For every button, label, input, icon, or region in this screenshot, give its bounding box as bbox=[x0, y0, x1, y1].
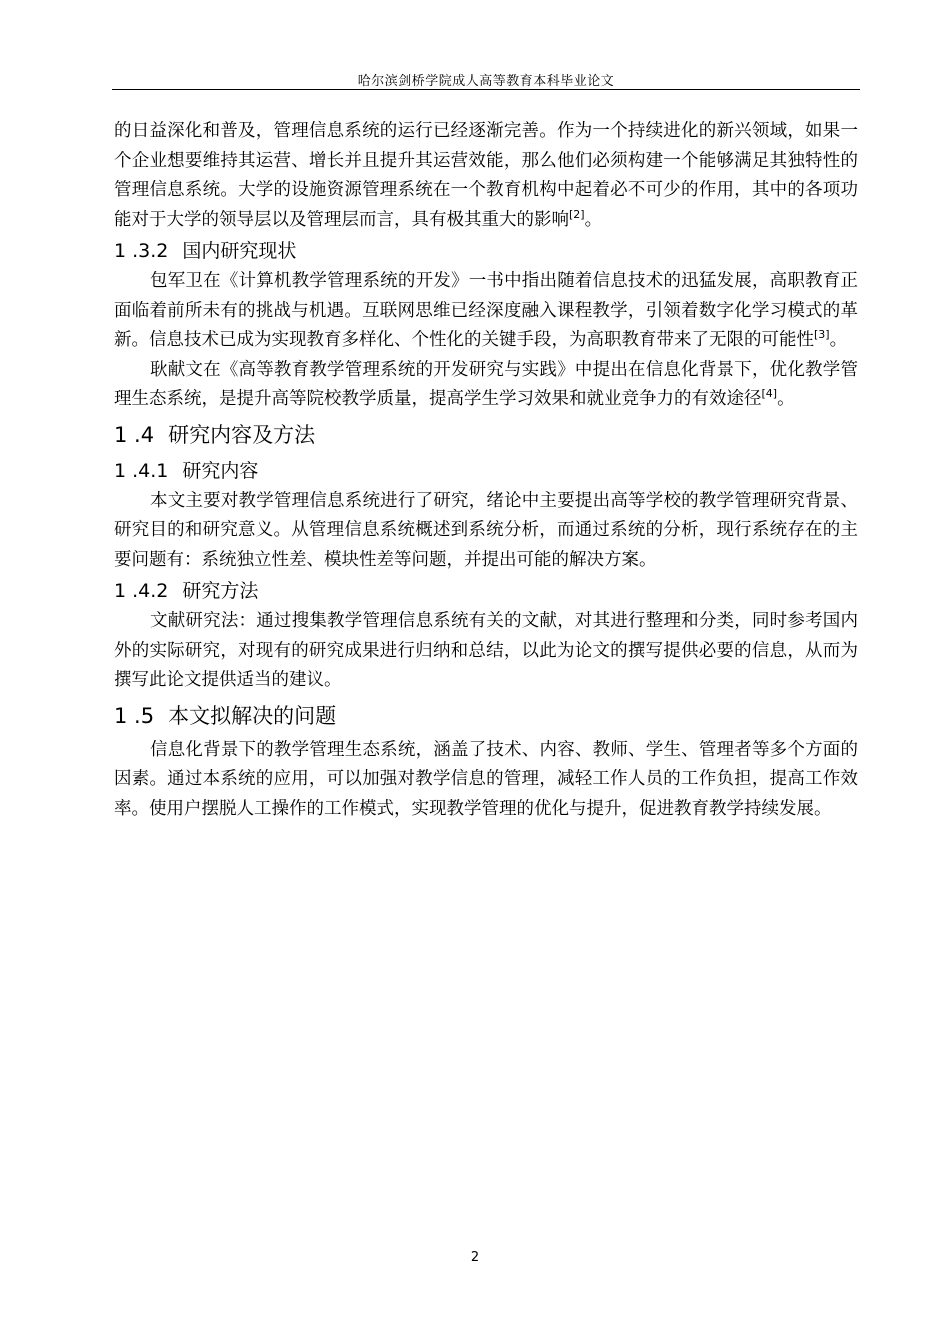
citation-mark: [4] bbox=[761, 387, 778, 401]
section-number: 1 .3.2 bbox=[114, 240, 169, 262]
paragraph: 信息化背景下的教学管理生态系统，涵盖了技术、内容、教师、学生、管理者等多个方面的因素。通过本系统的应用，可以加强对教学信息的管理，减轻工作人员的工作负担，提高工作效率。使用户摆脱人工操作的工作模式，实现教学管理的优化与提升，促进教育教学持续发展。 bbox=[114, 739, 858, 819]
section-heading-1-3-2 bbox=[114, 235, 858, 267]
paragraph: 本文主要对教学管理信息系统进行了研究，绪论中主要提出高等学校的教学管理研究背景、研究目的和研究意义。从管理信息系统概述到系统分析，而通过系统的分析，现行系统存在的主要问题有：系统独立性差、模块性差等问题，并提出可能的解决方案。 bbox=[114, 490, 858, 570]
body-content bbox=[114, 117, 858, 824]
section-title: 国内研究现状 bbox=[182, 240, 297, 262]
section-title: 研究内容及方法 bbox=[168, 422, 316, 447]
running-header: 哈尔滨剑桥学院成人高等教育本科毕业论文 bbox=[357, 74, 615, 89]
section-heading-1-5 bbox=[114, 696, 858, 736]
section-number: 1 .4.1 bbox=[114, 459, 169, 482]
paragraph: 的日益深化和普及，管理信息系统的运行已经逐渐完善。作为一个持续进化的新兴领域，如果一个企业想要维持其运营、增长并且提升其运营效能，那么他们必须构建一个能够满足其独特性的管理信息系统。大学的设施资源管理系统在一个教育机构中起着必不可少的作用，其中的各项功能对于大学的领导层以及管理层而言，具有极其重大的影响[2]。 bbox=[114, 121, 858, 230]
page-number: 2 bbox=[470, 1250, 480, 1265]
paragraph: 文献研究法：通过搜集教学管理信息系统有关的文献，对其进行整理和分类，同时参考国内外的实际研究，对现有的研究成果进行归纳和总结，以此为论文的撰写提供必要的信息，从而为撰写此论文提供适当的建议。 bbox=[114, 611, 858, 690]
header-divider bbox=[112, 89, 860, 90]
section-number: 1 .4 bbox=[114, 422, 155, 447]
section-title: 研究方法 bbox=[182, 580, 259, 602]
section-title: 研究内容 bbox=[182, 459, 259, 482]
section-heading-1-4-1 bbox=[114, 455, 858, 487]
paragraph: 耿献文在《高等教育教学管理系统的开发研究与实践》中提出在信息化背景下，优化教学管理生态系统，是提升高等院校教学质量，提高学生学习效果和就业竞争力的有效途径[4]。 bbox=[114, 359, 858, 409]
section-title: 本文拟解决的问题 bbox=[168, 703, 337, 728]
section-heading-1-4-2 bbox=[114, 575, 858, 607]
section-heading-1-4 bbox=[114, 415, 858, 455]
citation-mark: [3] bbox=[814, 328, 830, 342]
section-number: 1 .4.2 bbox=[114, 580, 169, 602]
citation-mark: [2] bbox=[569, 207, 585, 221]
section-number: 1 .5 bbox=[114, 703, 155, 728]
paragraph: 包军卫在《计算机教学管理系统的开发》一书中指出随着信息技术的迅猛发展，高职教育正面临着前所未有的挑战与机遇。互联网思维已经深度融入课程教学，引领着数字化学习模式的革新。信息技术已成为实现教育多样化、个性化的关键手段，为高职教育带来了无限的可能性[3]。 bbox=[114, 271, 858, 350]
